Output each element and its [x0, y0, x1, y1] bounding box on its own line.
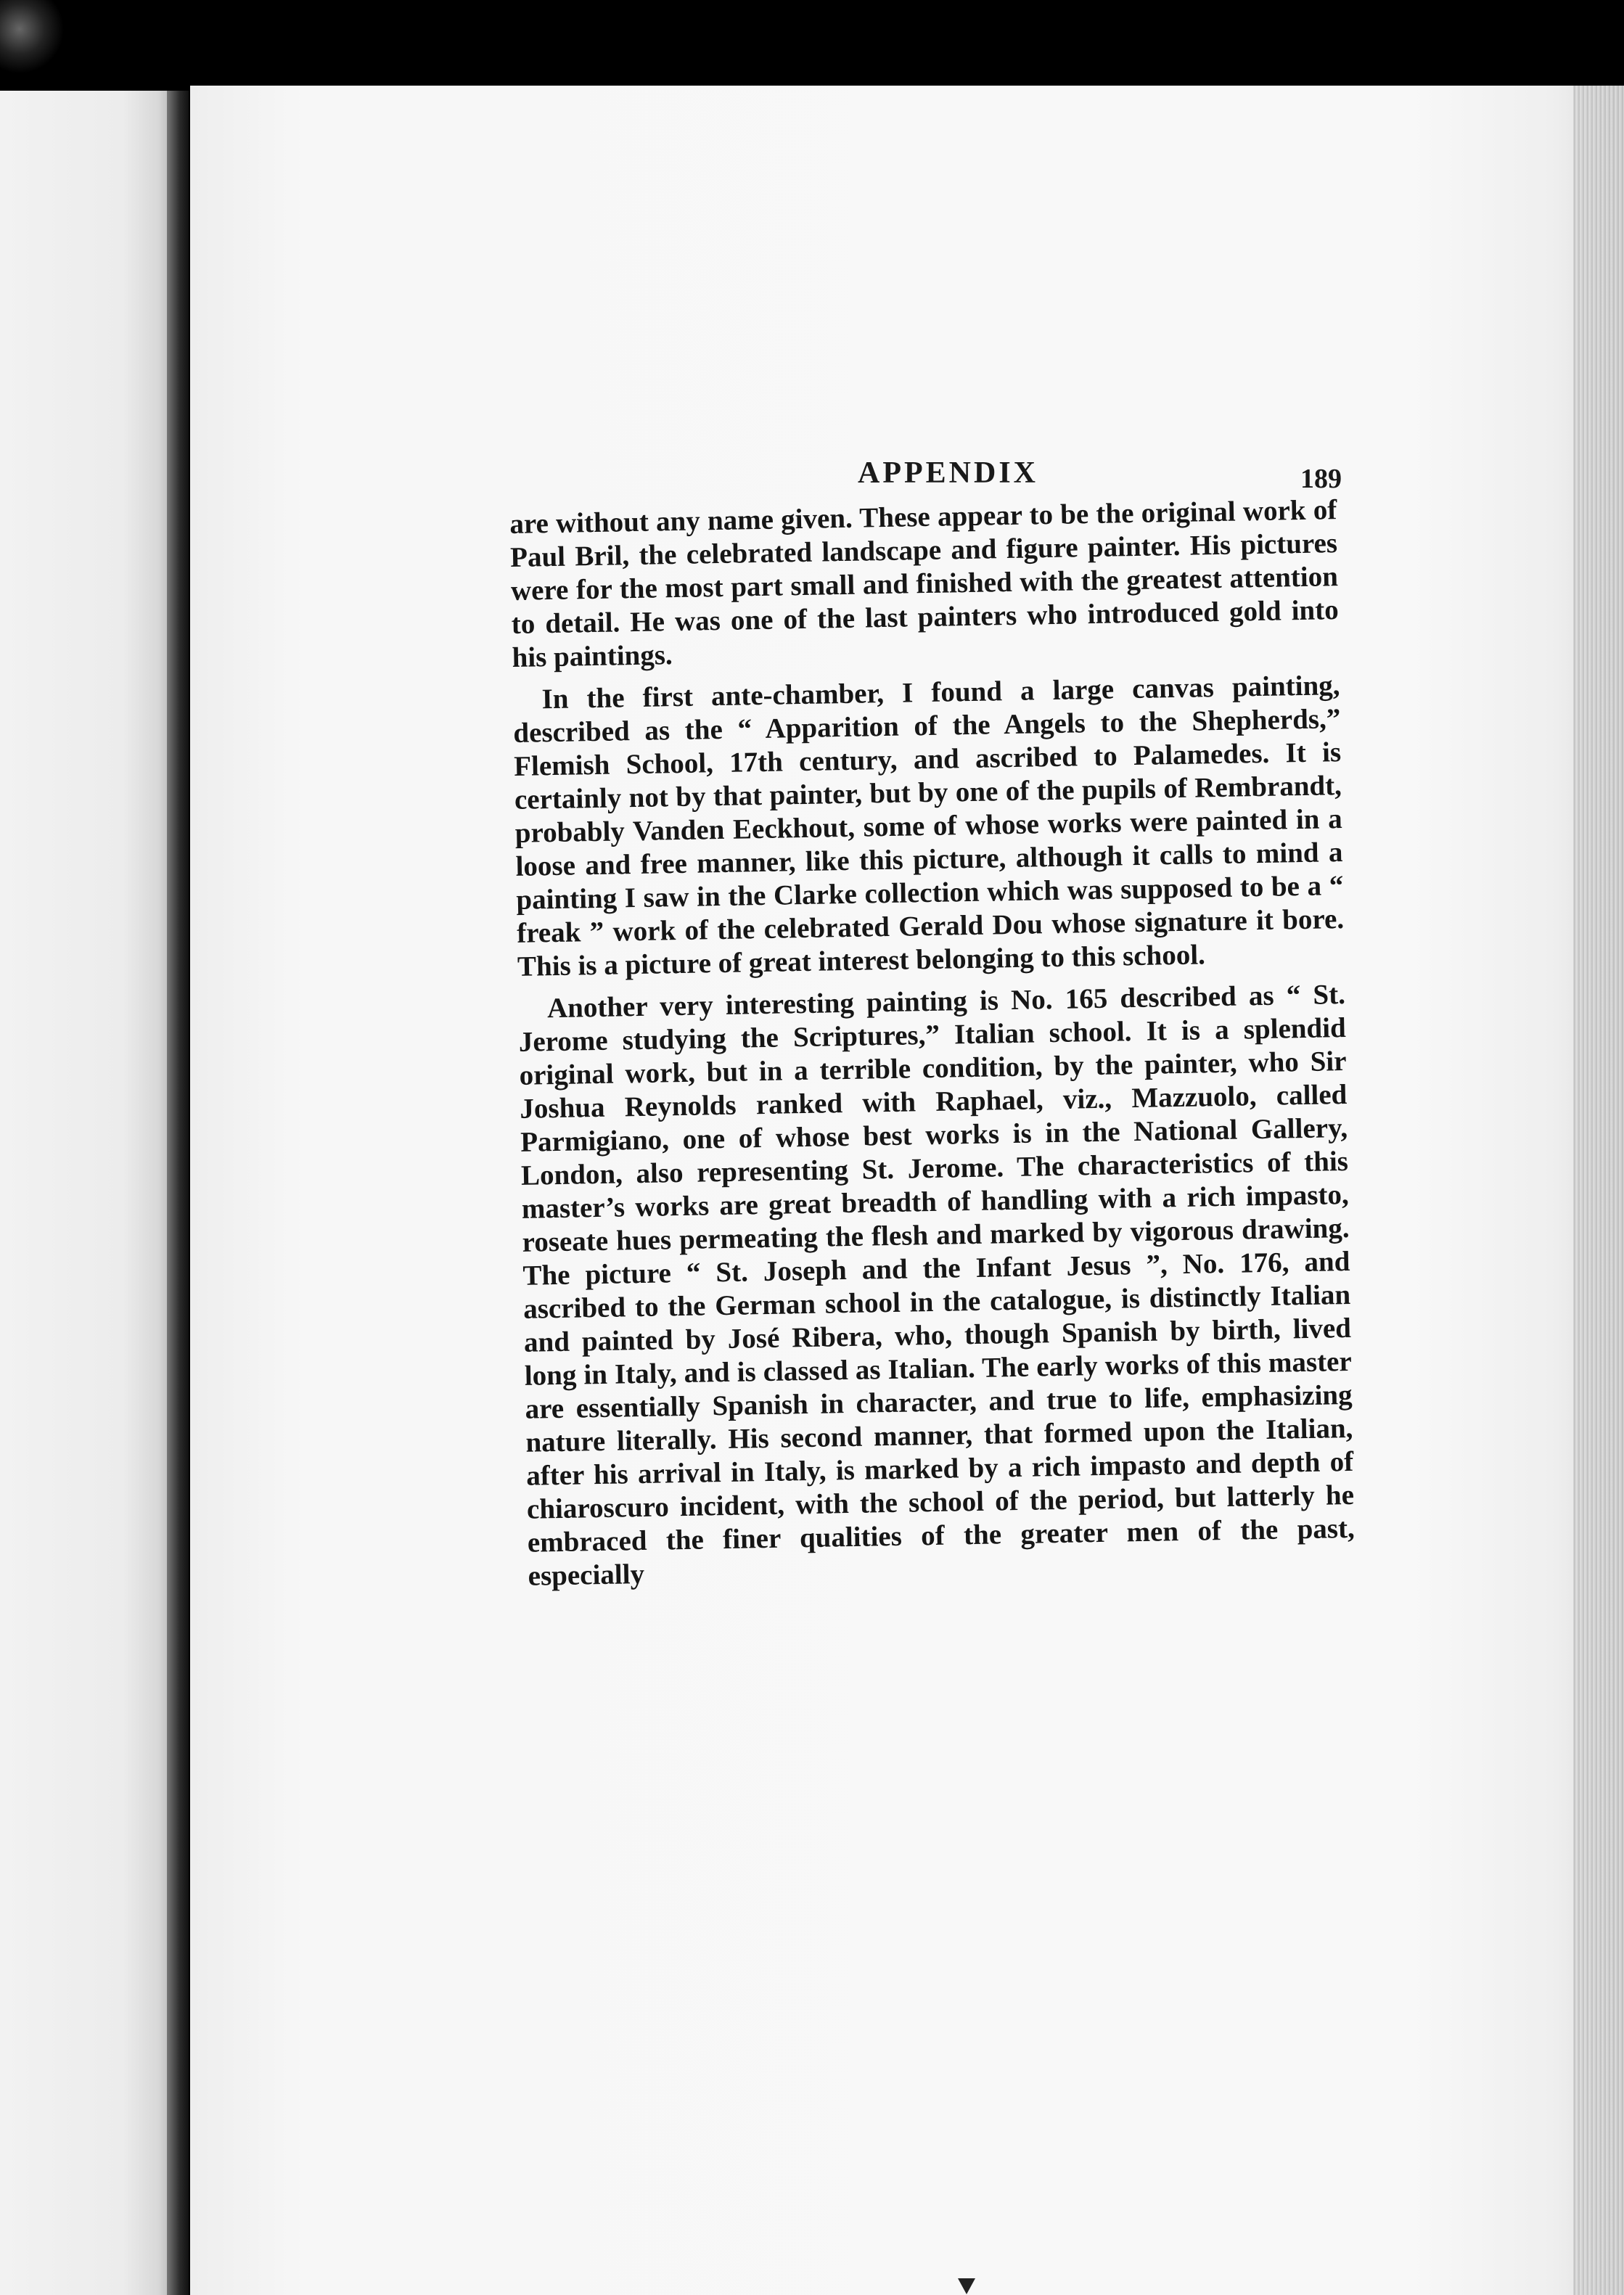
scan-corner-shadow: [0, 0, 65, 73]
page-stack-edges: [1573, 86, 1624, 2295]
left-page-edge: [0, 91, 176, 2295]
book-page: [190, 86, 1624, 2295]
body-text: [509, 493, 1356, 1602]
scan-marker: [958, 2278, 975, 2294]
paragraph: Another very interesting painting is No. 165 described as “ St. Jerome studying the Scriptures,” Italian school. It is a splendid original work, but in a terrible condition, by the painter, who Sir Joshua Reynolds ranked with Raphael, viz., Mazzuolo, called Parmigiano, one of whose best works is in the National Gallery, London, also representing St. Jerome. The characteristics of this master’s works are great breadth of handling with a rich impasto, roseate hues permeating the flesh and marked by vigorous drawing. The picture “ St. Joseph and the Infant Jesus ”, No. 176, and ascribed to the German school in the catalogue, is distinctly Italian and painted by José Ribera, who, though Spanish by birth, lived long in Italy, and is classed as Italian. The early works of this master are essentially Spanish in character, and true to life, emphasizing nature literally. His second manner, that formed upon the Italian, after his arrival in Italy, is marked by a rich impasto and depth of chiaroscuro incident, with the school of the period, but latterly he embraced the finer qualities of the greater men of the past, especially: [518, 979, 1356, 1592]
paragraph: are without any name given. These appear to be the original work of Paul Bril, the celebrated landscape and figure painter. His pictures were for the most part small and finished with the greatest attention to detail. He was one of the last painters who introduced gold into his paintings.: [509, 494, 1340, 673]
book-gutter: [167, 91, 189, 2295]
paragraph: In the first ante-chamber, I found a large canvas painting, described as the “ Apparition of the Angels to the Shepherds,” Flemish School, 17th century, and ascribed to Palamedes. It is certainly not by that painter, but by one of the pupils of Rembrandt, probably Vanden Eeckhout, some of whose works were painted in a loose and free manner, like this picture, although it calls to mind a painting I saw in the Clarke collection which was supposed to be a “ freak ” work of the celebrated Gerald Dou whose signature it bore. This is a picture of great interest belonging to this school.: [513, 670, 1345, 982]
page-number: 189: [1300, 464, 1342, 494]
running-head: [190, 456, 1624, 499]
page-header-title: APPENDIX: [858, 456, 1038, 490]
